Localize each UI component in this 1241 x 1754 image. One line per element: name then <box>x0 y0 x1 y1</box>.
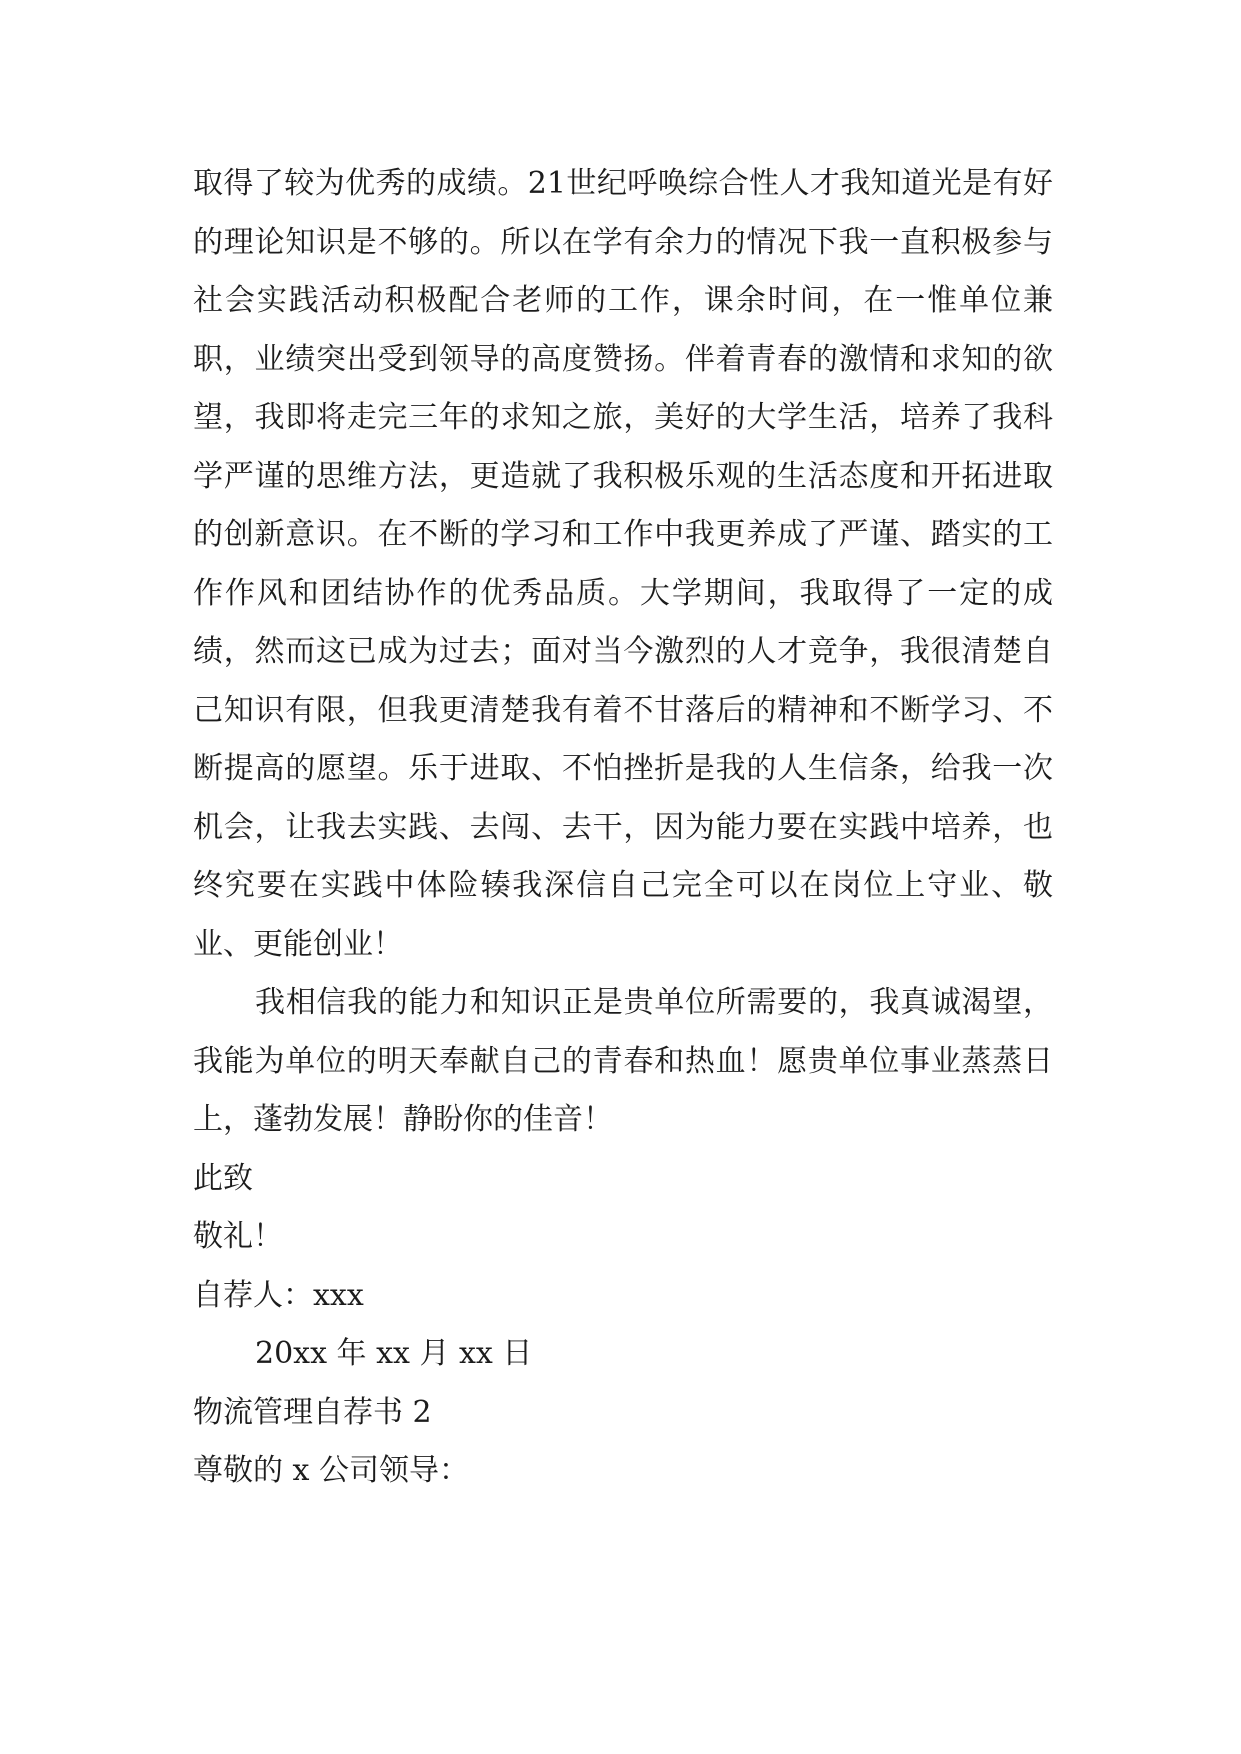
date-line: 20xx 年 xx 月 xx 日 <box>255 1336 533 1371</box>
next-section-title: 物流管理自荐书 2 <box>193 1394 432 1430</box>
body-paragraph-closing: 我相信我的能力和知识正是贵单位所需要的，我真诚渴望，我能为单位的明天奉献自己的青春和热血！愿贵单位事业蒸蒸日上，蓬勃发展！静盼你的佳音！ <box>193 985 1053 1137</box>
document-page <box>193 155 1053 1501</box>
closing-regards: 敬礼！ <box>193 1219 283 1254</box>
next-section-salutation: 尊敬的 x 公司领导： <box>193 1453 469 1488</box>
signature: 自荐人：xxx <box>193 1277 364 1313</box>
closing-salutation: 此致 <box>193 1160 253 1196</box>
body-paragraph-continued: 取得了较为优秀的成绩。21世纪呼唤综合性人才我知道光是有好的理论知识是不够的。所以在学有余力的情况下我一直积极参与社会实践活动积极配合老师的工作，课余时间，在一惟单位兼职，业绩突出受到领导的高度赞扬。伴着青春的激情和求知的欲望，我即将走完三年的求知之旅，美好的大学生活，培养了我科学严谨的思维方法，更造就了我积极乐观的生活态度和开拓进取的创新意识。在不断的学习和工作中我更养成了严谨、踏实的工作作风和团结协作的优秀品质。大学期间，我取得了一定的成绩，然而这已成为过去；面对当今激烈的人才竞争，我很清楚自己知识有限，但我更清楚我有着不甘落后的精神和不断学习、不断提高的愿望。乐于进取、不怕挫折是我的人生信条，给我一次机会，让我去实践、去闯、去干，因为能力要在实践中培养，也终究要在实践中体险辏我深信自己完全可以在岗位上守业、敬业、更能创业！ <box>193 166 1053 962</box>
